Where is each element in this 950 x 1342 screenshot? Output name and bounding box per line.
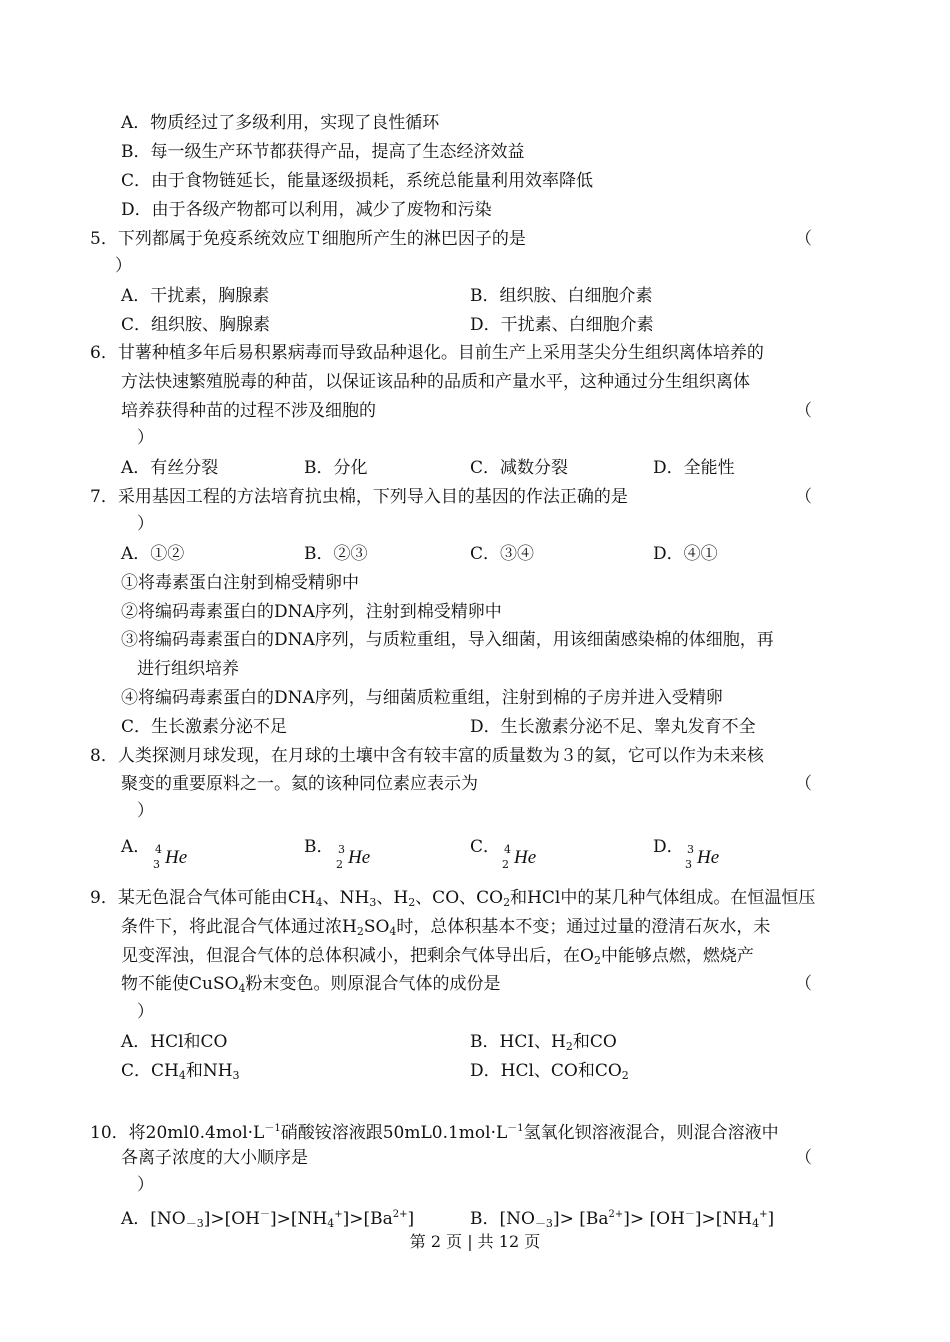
q6-paren-close: ）	[137, 428, 154, 448]
q8-option-b-symbol: He	[348, 847, 371, 868]
q6-paren-open: （	[795, 401, 812, 421]
q9-option-d: D．HCl、CO和$CO_2$	[470, 1061, 629, 1082]
q5-option-b: B．组织胺、白细胞介素	[470, 286, 653, 306]
q8-line2: 聚变的重要原料之一。氦的该种同位素应表示为	[121, 774, 478, 794]
q8-option-d-mass: 3	[687, 843, 694, 856]
q5-paren-close: ）	[115, 256, 132, 276]
q7-stem: 7．采用基因工程的方法培育抗虫棉，下列导入目的基因的作法正确的是	[90, 487, 628, 507]
q8-line1: 8．人类探测月球发现，在月球的土壤中含有较丰富的质量数为３的氦，它可以作为未来核	[90, 746, 764, 766]
q8-paren-close: ）	[137, 801, 154, 821]
q5-stem: 5．下列都属于免疫系统效应Ｔ细胞所产生的淋巴因子的是	[90, 229, 526, 249]
q6-line1: 6．甘薯种植多年后易积累病毒而导致品种退化。目前生产上采用茎尖分生组织离体培养的	[90, 343, 764, 363]
q9-paren-open: （	[795, 974, 812, 994]
q8-option-b-mass: 3	[338, 843, 345, 856]
q4-option-a: A．物质经过了多级利用，实现了良性循环	[121, 113, 440, 133]
q7-extra-option-c: C．生长激素分泌不足	[121, 717, 288, 737]
q8-paren-open: （	[795, 774, 812, 794]
q8-option-c-z: 2	[502, 858, 509, 871]
q10-line1: 10．将$20ml0.4mol\cdot L^{-1}$硝酸铵溶液跟$50mL0.1mol\cdot L^{-1}$氢氧化钡溶液混合，则混合溶液中	[90, 1123, 779, 1143]
page-footer: 第 2 页 | 共 12 页	[409, 1232, 541, 1251]
q7-paren-close: ）	[137, 514, 154, 534]
q9-paren-close: ）	[137, 1002, 154, 1022]
q5-option-c: C．组织胺、胸腺素	[121, 315, 271, 335]
q7-paren-open: （	[795, 487, 812, 507]
q4-option-d: D．由于各级产物都可以利用，减少了废物和污染	[121, 200, 492, 220]
q8-option-a	[121, 832, 191, 876]
q8-option-c-symbol: He	[514, 847, 537, 868]
q6-option-b: B．分化	[304, 458, 368, 478]
q8-option-d	[653, 832, 723, 876]
q7-statement-3b: 进行组织培养	[137, 659, 239, 679]
q7-statement-4: ④将编码毒素蛋白的DNA序列，与细菌质粒重组，注射到棉的子房并进入受精卵	[121, 688, 723, 708]
q4-option-b: B．每一级生产环节都获得产品，提高了生态经济效益	[121, 142, 525, 162]
q4-option-c: C．由于食物链延长，能量逐级损耗，系统总能量利用效率降低	[121, 171, 594, 191]
q9-option-b: B．HCI、$H_2$和CO	[470, 1032, 617, 1053]
q9-line2: 条件下，将此混合气体通过浓$H_2SO_4$时，总体积基本不变；通过过量的澄清石灰水，未	[121, 917, 771, 938]
q6-option-a: A．有丝分裂	[121, 458, 219, 478]
q8-option-b	[304, 832, 374, 876]
q8-option-c-label: C．	[470, 837, 501, 857]
q6-option-d: D．全能性	[653, 458, 735, 478]
q5-option-d: D．干扰素、白细胞介素	[470, 315, 654, 335]
q9-line4: 物不能使CuSO$_4$粉末变色。则原混合气体的成份是	[121, 974, 501, 995]
q8-option-a-label: A．	[121, 837, 151, 857]
q7-extra-option-d: D．生长激素分泌不足、睾丸发育不全	[470, 717, 756, 737]
q7-option-c: C．③④	[470, 544, 535, 564]
q8-option-c-mass: 4	[504, 843, 511, 856]
q8-option-d-label: D．	[653, 837, 684, 857]
q7-option-a: A．①②	[121, 544, 185, 564]
q5-paren-open: （	[795, 229, 812, 249]
q9-line1: 9．某无色混合气体可能由$CH_4$、$NH_3$、$H_2$、CO、$CO_2$和HCl中的某几种气体组成。在恒温恒压	[90, 888, 816, 909]
q8-option-d-symbol: He	[697, 847, 720, 868]
q7-statement-2: ②将编码毒素蛋白的DNA序列，注射到棉受精卵中	[121, 602, 502, 622]
q10-option-b: B．$[NO_{-3}]> [Ba^{2+}]> [OH^-]>[NH_4^+]$	[470, 1209, 775, 1230]
q5-option-a: A．干扰素，胸腺素	[121, 286, 270, 306]
q8-option-b-z: 2	[336, 858, 343, 871]
q8-option-d-z: 3	[685, 858, 692, 871]
q6-line2: 方法快速繁殖脱毒的种苗，以保证该品种的品质和产量水平，这种通过分生组织离体	[121, 372, 750, 392]
q9-line3: 见变浑浊，但混合气体的总体积减小，把剩余气体导出后，在$O_2$中能够点燃，燃烧产	[121, 946, 754, 967]
q6-line3: 培养获得种苗的过程不涉及细胞的	[121, 401, 376, 421]
q8-option-b-label: B．	[304, 837, 334, 857]
q8-option-a-mass: 4	[155, 843, 162, 856]
q7-option-d: D．④①	[653, 544, 718, 564]
q7-option-b: B．②③	[304, 544, 368, 564]
q8-option-a-z: 3	[153, 858, 160, 871]
q10-line2: 各离子浓度的大小顺序是	[121, 1148, 308, 1168]
q8-option-a-symbol: He	[165, 847, 188, 868]
q8-option-c	[470, 832, 540, 876]
q6-option-c: C．减数分裂	[470, 458, 569, 478]
q7-statement-3a: ③将编码毒素蛋白的DNA序列，与质粒重组，导入细菌，用该细菌感染棉的体细胞，再	[121, 630, 774, 650]
q10-paren-close: ）	[137, 1175, 154, 1195]
q9-option-c: C．$CH_4$和$NH_3$	[121, 1061, 240, 1082]
q10-paren-open: （	[795, 1148, 812, 1168]
q7-statement-1: ①将毒素蛋白注射到棉受精卵中	[121, 573, 359, 593]
q10-option-a: A．$[NO_{-3}]>[OH^-]>[NH_4^+]>[Ba^{2+}]$	[121, 1209, 415, 1230]
q9-option-a: A．HCl和CO	[121, 1032, 228, 1052]
